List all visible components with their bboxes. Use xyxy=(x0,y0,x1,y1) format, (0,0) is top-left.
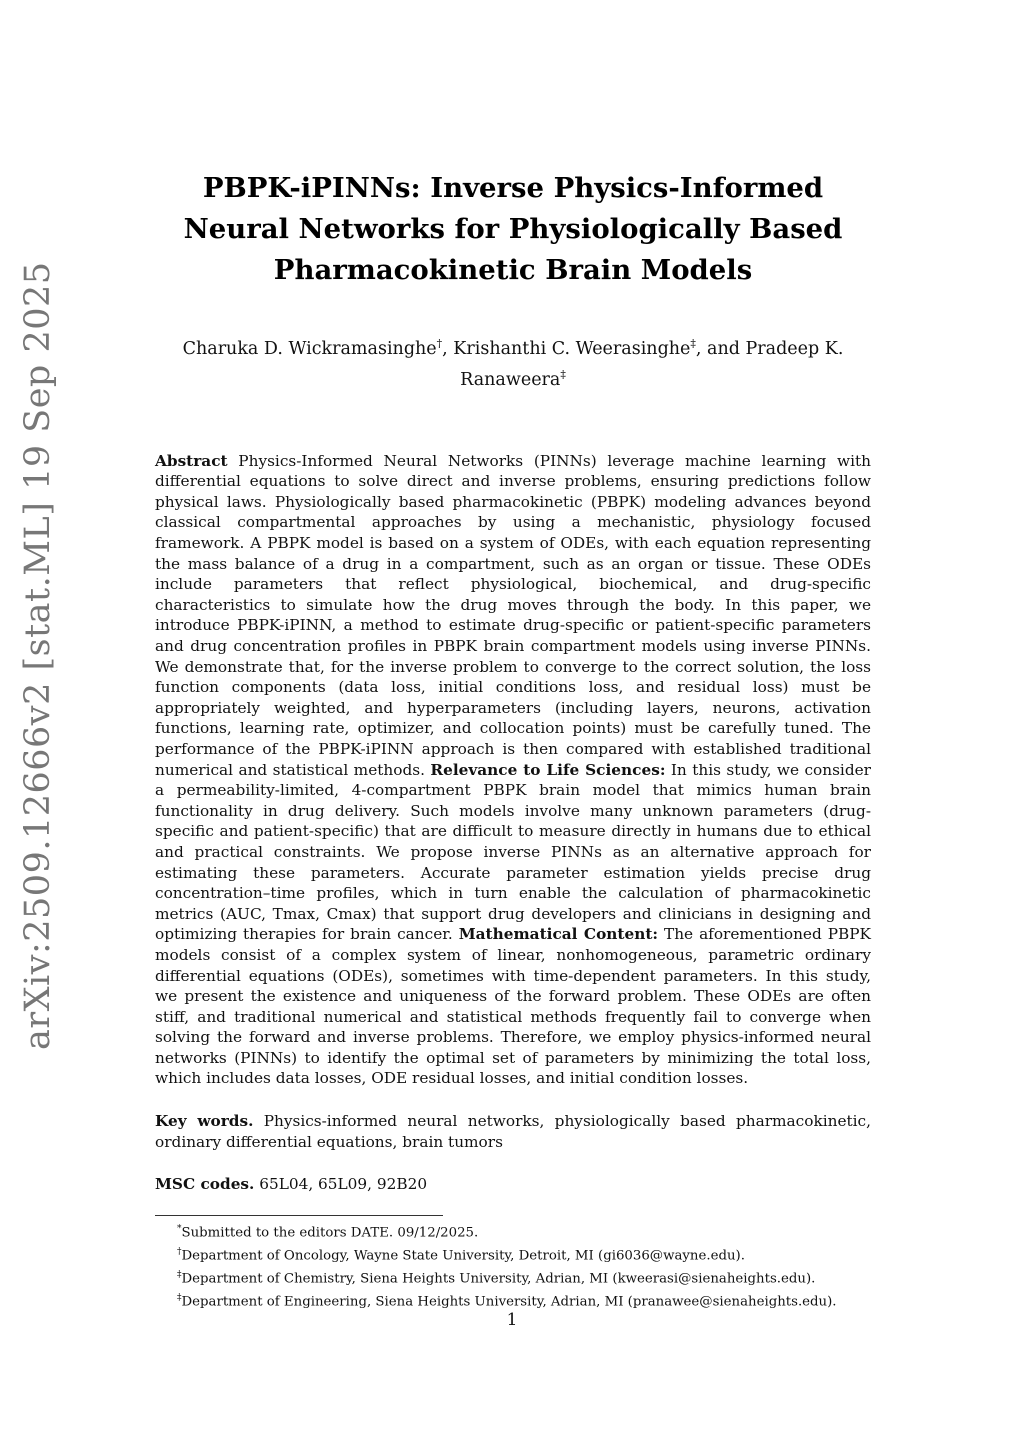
footnote-mark: * xyxy=(177,1223,182,1234)
arxiv-identifier-stamp: arXiv:2509.12666v2 [stat.ML] 19 Sep 2025 xyxy=(18,261,58,1050)
keywords xyxy=(155,1111,871,1152)
msc-text: 65L04, 65L09, 92B20 xyxy=(259,1175,428,1194)
footnote-text: Department of Chemistry, Siena Heights University, Adrian, MI (kweerasi@sienaheights.edu). xyxy=(181,1271,816,1287)
footnote-divider xyxy=(155,1215,443,1216)
relevance-label: Relevance to Life Sciences: xyxy=(430,760,666,779)
footnote-mark: † xyxy=(177,1246,182,1257)
author-name: Krishanthi C. Weerasinghe xyxy=(453,338,691,359)
footnote xyxy=(177,1266,871,1289)
relevance-body: In this study, we consider a permeability-limited, 4-compartment PBPK brain model that mimics human brain functionality in drug delivery. Such models involve many unknown parameters (drug-specific and patient-specific) that are difficult to measure directly in humans due to ethical and practical constraints. We propose inverse PINNs as an alternative approach for estimating these parameters. Accurate parameter estimation yields precise drug concentration–time profiles, which in turn enable the calculation of pharmacokinetic metrics (AUC, Tmax, Cmax) that support drug developers and clinicians in designing and optimizing therapies for brain cancer. xyxy=(155,760,871,944)
keywords-label: Key words. xyxy=(155,1112,254,1131)
paper-title: PBPK-iPINNs: Inverse Physics-Informed Neural Networks for Physiologically Based Pharmacokinetic Brain Models xyxy=(183,172,843,286)
author-affiliation-mark: ‡ xyxy=(690,337,696,350)
author-affiliation-mark: ‡ xyxy=(560,367,566,381)
footnote xyxy=(177,1220,871,1243)
footnote xyxy=(177,1243,871,1266)
math-content-body: The aforementioned PBPK models consist of a complex system of linear, nonhomogeneous, parametric ordinary differential equations (ODEs), sometimes with time-dependent parameters. In this study, we present the existence and uniqueness of the forward problem. These ODEs are often stiff, and traditional numerical and statistical methods frequently fail to converge when solving the forward and inverse problems. Therefore, we employ physics-informed neural networks (PINNs) to identify the optimal set of parameters by minimizing the total loss, which includes data losses, ODE residual losses, and initial condition losses. xyxy=(155,925,871,1088)
keywords-text: Physics-informed neural networks, physiologically based pharmacokinetic, ordinary differential equations, brain tumors xyxy=(155,1112,871,1151)
author-name: Pradeep K. Ranaweera xyxy=(460,338,844,390)
footnote-mark: ‡ xyxy=(177,1269,182,1280)
page-number: 1 xyxy=(506,1310,518,1330)
author-separator: , xyxy=(442,338,454,359)
footnotes xyxy=(155,1220,871,1312)
author-separator: , and xyxy=(695,338,746,359)
footnote-text: Department of Engineering, Siena Heights University, Adrian, MI (pranawee@sienaheights.edu). xyxy=(181,1294,837,1310)
page-content xyxy=(155,168,871,1312)
footnote xyxy=(177,1289,871,1312)
author-affiliation-mark: † xyxy=(436,337,443,350)
abstract xyxy=(155,451,871,1089)
abstract-label: Abstract xyxy=(155,451,228,470)
msc-label: MSC codes. xyxy=(155,1175,255,1194)
footnote-mark: ‡ xyxy=(177,1292,182,1303)
footnote-text: Submitted to the editors DATE. 09/12/2025. xyxy=(181,1225,479,1241)
math-content-label: Mathematical Content: xyxy=(458,925,659,944)
footnote-text: Department of Oncology, Wayne State University, Detroit, MI (gi6036@wayne.edu). xyxy=(181,1248,745,1264)
author-name: Charuka D. Wickramasinghe xyxy=(182,338,437,359)
msc-codes xyxy=(155,1174,871,1195)
author-list xyxy=(155,331,871,393)
abstract-body: Physics-Informed Neural Networks (PINNs) leverage machine learning with differential equations to solve direct and inverse problems, ensuring predictions follow physical laws. Physiologically based pharmacokinetic (PBPK) modeling advances beyond classical compartmental approaches by using a mechanistic, physiology focused framework. A PBPK model is based on a system of ODEs, with each equation representing the mass balance of a drug in a compartment, such as an organ or tissue. These ODEs include parameters that reflect physiological, biochemical, and drug-specific characteristics to simulate how the drug moves through the body. In this paper, we introduce PBPK-iPINN, a method to estimate drug-specific or patient-specific parameters and drug concentration profiles in PBPK brain compartment models using inverse PINNs. We demonstrate that, for the inverse problem to converge to the correct solution, the loss function components (data loss, initial conditions loss, and residual loss) must be appropriately weighted, and hyperparameters (including layers, neurons, activation functions, learning rate, optimizer, and collocation points) must be carefully tuned. The performance of the PBPK-iPINN approach is then compared with established traditional numerical and statistical methods. xyxy=(155,451,871,779)
